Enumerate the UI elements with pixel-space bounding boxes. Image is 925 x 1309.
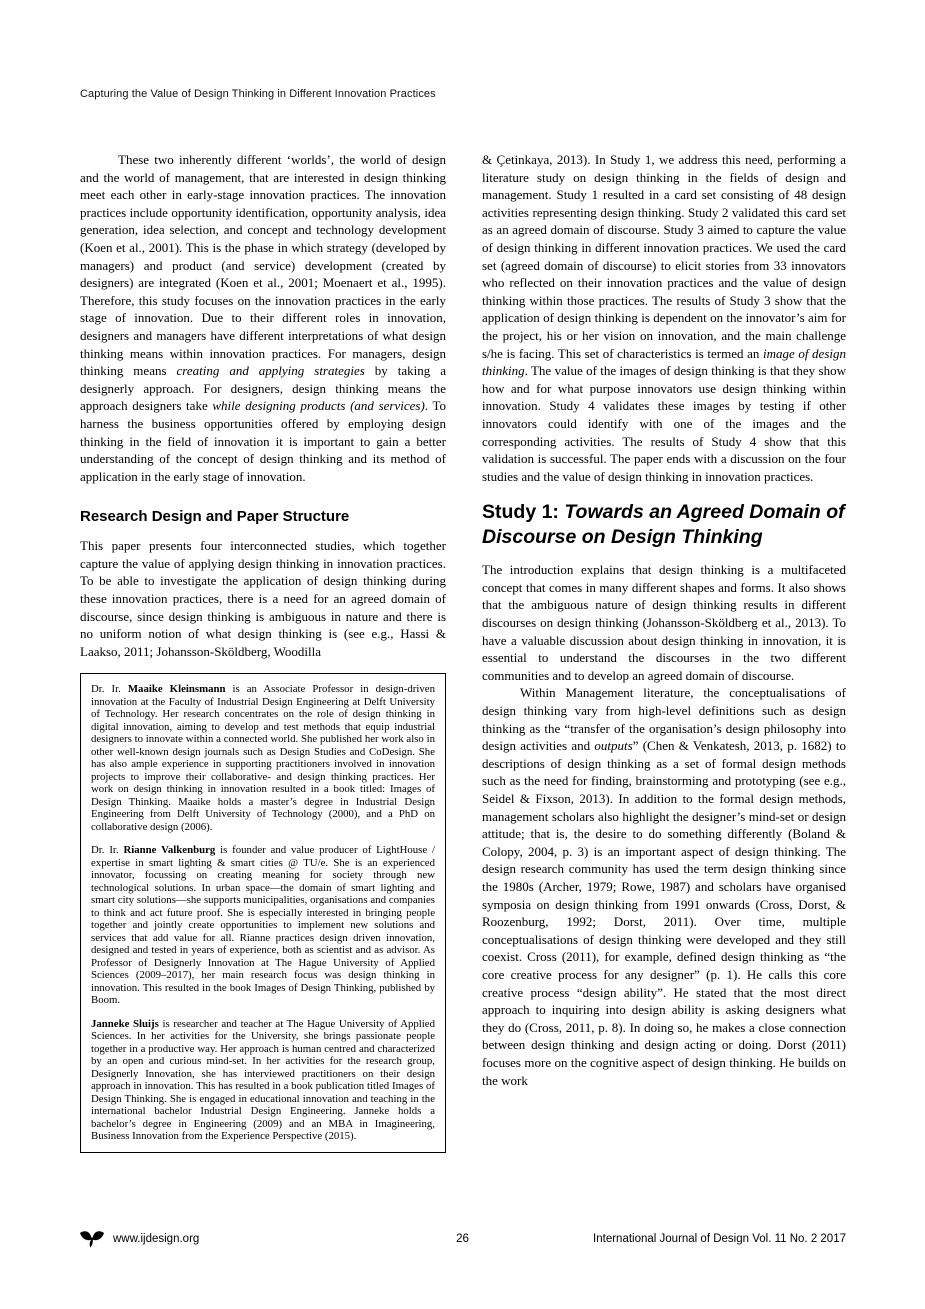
paragraph-paper-structure: This paper presents four interconnected studies, which together capture the value of applying design thinking in innovation practices. To be able to investigate the application of design thinking during these innovation practices, there is a need for an agreed domain of discourse, since design thinking is ambiguous in nature and there is no uniform notion of what design thinking is (see e.g., Hassi & Laakso, 2011; Johansson-Sköldberg, Woodilla bbox=[80, 538, 446, 659]
author-bio-sluijs: Janneke Sluijs is researcher and teacher at The Hague University of Applied Sciences. In her activities for the University, she brings passionate people together in a productive way. Her approach is human centred and characterized by an open and curious mind-set. In her activities for the research group, Designerly Innovation, she has interviewed practitioners on their design approach in innovation. This has resulted in a book publication titled Images of Design Thinking. She is engaged in educational innovation and teaching in the international bachelor Industrial Design Engineering. Janneke holds a bachelor’s degree in Engineering (2009) and an MBA in Imagineering, Business Innovation from the Experience Perspective (2015). bbox=[91, 1017, 435, 1143]
author-bio-valkenburg: Dr. Ir. Rianne Valkenburg is founder and value producer of LightHouse / expertise in smart lighting & smart cities @ TU/e. She is an experienced innovator, focussing on creating meaning for society through new technological solutions. In urban space—the domain of smart lighting and smart city solutions—she supports municipalities, organisations and companies to think and act future proof. She is especially interested in bringing people together and jointly create opportunities to implement new solutions and services that add value for all. Rianne practices design driven innovation, designed and tested in years of experience, both as scientist and as advisor. As Professor of Designerly Innovation at The Hague University of Applied Sciences (2009–2017), her main research focus was design thinking in innovation. This resulted in the book Images of Design Thinking, published by Boom. bbox=[91, 844, 435, 1007]
study1-heading: Study 1: Towards an Agreed Domain of Discourse on Design Thinking bbox=[482, 501, 845, 549]
paragraph-management-literature: Within Management literature, the conceptualisations of design thinking vary from high-level definitions such as design thinking as the “transfer of the organisation’s design philosophy into design activities and outputs” (Chen & Venkatesh, 2013, p. 1682) to descriptions of design thinking as a set of formal design methods such as the need for finding, brainstorming and prototyping (see e.g., Seidel & Fixson, 2013). In addition to the formal design methods, management scholars also highlight the designer’s mind-set or design attitude; that is, the desire to do something differently (Boland & Colopy, 2004, p. 3) is an important aspect of design thinking. The design research community has used the term design thinking since the 1980s (Archer, 1979; Rowe, 1987) and scholars have organised symposia on design thinking from 1991 onwards (Cross, Dorst, & Roozenburg, 1992; Dorst, 2011). Over time, multiple conceptualisations of design thinking were developed and they still coexist. Cross (2011), for example, defined design thinking as “the core creative process for any designer” (p. 1). He calls this core creative process “design ability”. He stated that the most direct approach to inquiring into design ability is asking designers what they do (Cross, 2011, p. 8). In doing so, he makes a close connection between design thinking and design acting or doing. Dorst (2011) focuses more on the cognitive aspect of design thinking. He builds on the work bbox=[482, 685, 847, 1088]
right-column bbox=[482, 151, 846, 1089]
author-bios-box bbox=[80, 673, 446, 1153]
footer-site-link[interactable]: www.ijdesign.org bbox=[113, 1233, 200, 1245]
paragraph-studies-overview: & Çetinkaya, 2013). In Study 1, we address this need, performing a literature study on design thinking in the fields of design and management. Study 1 resulted in a card set consisting of 48 design activities representing design thinking. Study 2 validated this card set as an agreed domain of discourse. Study 3 aimed to capture the value of design thinking in different innovation practices. We used the card set (agreed domain of discourse) to elicit stories from 33 innovators who reflected on their innovation practices and the value of design thinking within those practices. The results of Study 3 show that the application of design thinking is dependent on the innovator’s aim for the project, his or her vision on innovation, and the main challenge s/he is facing. This set of characteristics is termed an image of design thinking. The value of the images of design thinking is that they show how and for what purpose innovators use design thinking within innovation. Study 4 validates these images by testing if other innovators could identify with one of the images and the corresponding activities. The results of Study 4 show that this validation is successful. The paper ends with a discussion on the four studies and the value of design thinking in innovation practices. bbox=[482, 152, 846, 484]
running-header: Capturing the Value of Design Thinking in Different Innovation Practices bbox=[80, 88, 436, 100]
author-bio-kleinsmann: Dr. Ir. Maaike Kleinsmann is an Associate Professor in design-driven innovation at the Faculty of Industrial Design Engineering at Delft University of Technology. Her research concentrates on the role of design thinking in digital innovation, aiming to develop and test methods that equip industrial designers to innovate within a connected world. She published her work also in other well-known design journals such as Design Studies and CoDesign. She has also ample experience in supporting practitioners involved in innovation projects to improve their collaborative- and design thinking practices. Her work on design thinking in innovation resulted in a book titled: Images of Design Thinking. Maaike holds a master’s degree in Industrial Design Engineering from Delft University of Technology (2000), and a PhD on collaborative design (2006). bbox=[91, 683, 435, 833]
ijdesign-logo-icon bbox=[79, 1230, 105, 1248]
paragraph-intro-worlds: These two inherently different ‘worlds’, the world of design and the world of management, that are interested in design thinking meet each other in early-stage innovation practices. The innovation practices include opportunity identification, opportunity analysis, idea generation, idea selection, and concept and technology development (Koen et al., 2001). This is the phase in which strategy (developed by managers) and product (and service) development (created by designers) are integrated (Koen et al., 2001; Moenaert et al., 1995). Therefore, this study focuses on the innovation practices in the early stage of innovation. Due to their different roles in innovation, designers and managers have different interpretations of what design thinking means within innovation practices. For managers, design thinking means creating and applying strategies by taking a designerly approach. For designers, design thinking means the approach designers take while designing products (and services). To harness the business opportunities offered by employing design thinking in the field of innovation it is important to gain a better understanding of the concept of design thinking and its method of application in the early stage of innovation. bbox=[80, 152, 446, 484]
paragraph-study1-intro: The introduction explains that design thinking is a multifaceted concept that comes in many different shapes and forms. It also shows that the ambiguous nature of design thinking results in different discourses on design thinking (Johansson-Sköldberg et al., 2013). To have a valuable discussion about design thinking in innovation, it is essential to understand the discourses in the two different communities and to develop an agreed domain of discourse. bbox=[482, 562, 846, 683]
section-heading-research-design: Research Design and Paper Structure bbox=[80, 508, 350, 526]
footer-journal-info: International Journal of Design Vol. 11 No. 2 2017 bbox=[593, 1233, 846, 1245]
page-footer bbox=[79, 1226, 846, 1252]
left-column bbox=[80, 151, 446, 1153]
footer-page-number: 26 bbox=[456, 1233, 469, 1245]
